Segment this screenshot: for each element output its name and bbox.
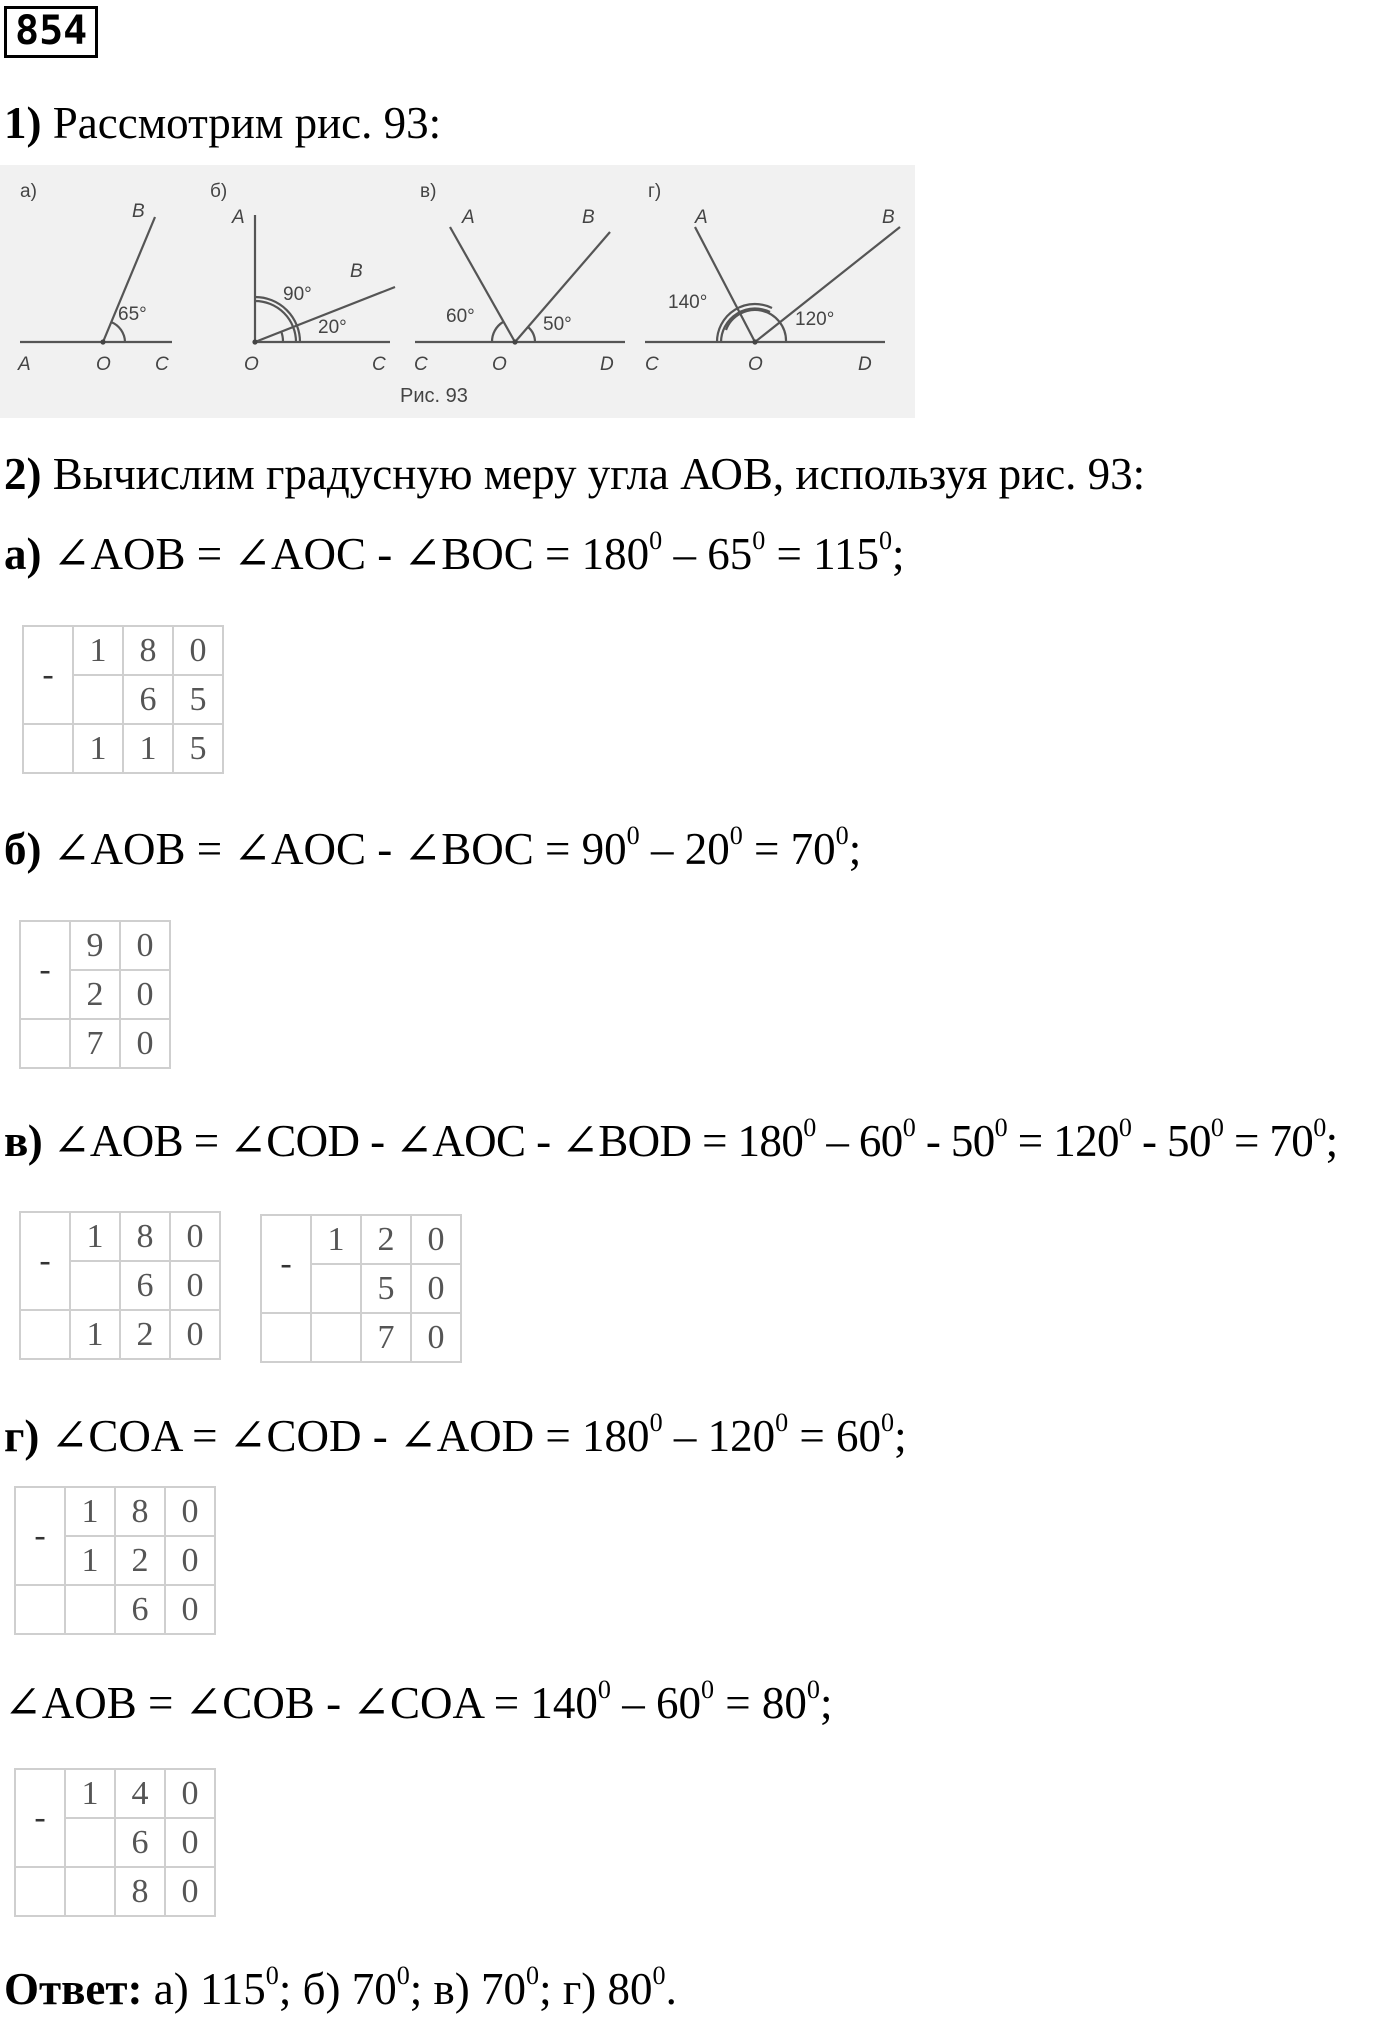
digit: 5: [173, 675, 223, 724]
fig-b-label-c: C: [372, 354, 386, 375]
fig-g-label-d: D: [858, 354, 872, 375]
equation-v-part-4: = 120: [1007, 1116, 1119, 1166]
degree-mark: 0: [652, 1961, 666, 1991]
step-1-line: [4, 96, 441, 150]
equation-g-2: [4, 1676, 832, 1737]
equation-g-part-1: ∠COA = ∠COD - ∠AOD = 180: [50, 1411, 650, 1461]
figure-tag-v: в): [420, 181, 437, 202]
digit: 1: [65, 1536, 115, 1585]
fig-b-label-a: A: [232, 207, 245, 228]
minus-sign: -: [20, 1212, 70, 1310]
digit: 0: [170, 1212, 220, 1261]
fig-v-angle-2: 50°: [543, 314, 572, 335]
equation-b-part-1: ∠AOB = ∠AOC - ∠BOC = 90: [52, 824, 627, 874]
degree-mark: 0: [775, 1408, 789, 1438]
digit: 0: [170, 1261, 220, 1310]
fig-b-angle-1: 90°: [283, 284, 312, 305]
fig-b-label-o: O: [244, 354, 259, 375]
digit: 7: [70, 1019, 120, 1068]
fig-a-angle: 65°: [118, 304, 147, 325]
column-calc-b: [19, 920, 171, 1069]
equation-g-end: ;: [894, 1411, 907, 1461]
degree-mark: 0: [752, 526, 766, 556]
digit: [65, 1867, 115, 1916]
degree-mark: 0: [902, 1113, 916, 1143]
digit: 1: [70, 1310, 120, 1359]
digit: 8: [123, 626, 173, 675]
fig-a-label-o: O: [96, 354, 111, 375]
degree-mark: 0: [1313, 1113, 1326, 1143]
equation-v-part-5: - 50: [1131, 1116, 1211, 1166]
fig-v-label-b: B: [582, 207, 595, 228]
minus-sign: -: [261, 1215, 311, 1313]
answer-part-2: ; б) 70: [278, 1964, 397, 2014]
degree-mark: 0: [700, 1675, 715, 1705]
digit: 7: [361, 1313, 411, 1362]
degree-mark: 0: [878, 526, 893, 556]
fig-v-label-c: C: [414, 354, 428, 375]
equation-g2-part-1: ∠AOB = ∠COB - ∠COA = 140: [4, 1678, 598, 1728]
equation-g2-end: ;: [819, 1678, 833, 1728]
minus-sign: -: [15, 1769, 65, 1867]
empty-cell: [20, 1019, 70, 1068]
digit: 4: [115, 1769, 165, 1818]
equation-v-end: ;: [1325, 1116, 1338, 1166]
answer-part-3: ; в) 70: [409, 1964, 527, 2014]
degree-mark: 0: [626, 821, 640, 851]
degree-mark: 0: [835, 821, 849, 851]
digit: 0: [165, 1487, 215, 1536]
digit: 2: [70, 970, 120, 1019]
equation-g: [4, 1409, 907, 1470]
digit: 5: [173, 724, 223, 773]
equation-b-tag: б): [4, 824, 42, 874]
digit: 1: [73, 724, 123, 773]
digit: 1: [70, 1212, 120, 1261]
digit: 0: [165, 1536, 215, 1585]
equation-b-end: ;: [848, 824, 862, 874]
figure-tag-g: г): [648, 181, 662, 202]
digit: 0: [120, 921, 170, 970]
empty-cell: [20, 1310, 70, 1359]
fig-g-angle-1: 140°: [668, 292, 708, 313]
digit: [65, 1585, 115, 1634]
degree-mark: 0: [729, 821, 743, 851]
minus-sign: -: [15, 1487, 65, 1585]
answer-part-4: ; г) 80: [539, 1964, 653, 2014]
digit: 0: [165, 1818, 215, 1867]
empty-cell: [15, 1867, 65, 1916]
digit: 0: [165, 1769, 215, 1818]
digit: 1: [123, 724, 173, 773]
fig-g-label-a: A: [695, 207, 708, 228]
digit: 6: [123, 675, 173, 724]
step-1-text: Рассмотрим рис. 93:: [52, 98, 442, 148]
figure-93: [0, 165, 915, 418]
fig-v-label-d: D: [600, 354, 614, 375]
degree-mark: 0: [597, 1675, 611, 1705]
fig-v-label-o: O: [492, 354, 507, 375]
digit: [70, 1261, 120, 1310]
step-2-text: Вычислим градусную меру угла АОВ, используя рис. 93:: [52, 449, 1146, 499]
digit: 8: [120, 1212, 170, 1261]
minus-sign: -: [20, 921, 70, 1019]
fig-a-label-c: C: [155, 354, 169, 375]
digit: 6: [120, 1261, 170, 1310]
task-number: 854: [4, 6, 98, 58]
degree-mark: 0: [1118, 1113, 1132, 1143]
column-calc-g-1: [14, 1486, 216, 1635]
fig-a-label-a: A: [18, 354, 31, 375]
degree-mark: 0: [994, 1113, 1008, 1143]
degree-mark: 0: [526, 1961, 540, 1991]
digit: 6: [115, 1818, 165, 1867]
figure-tag-b: б): [210, 181, 228, 202]
fig-g-label-o: O: [748, 354, 763, 375]
fig-g-label-b: B: [882, 207, 895, 228]
equation-g-tag: г): [4, 1411, 40, 1461]
equation-b: [4, 822, 861, 883]
equation-g2-part-3: = 80: [714, 1678, 807, 1728]
equation-a-end: ;: [892, 529, 905, 579]
fig-b-angle-2: 20°: [318, 317, 347, 338]
digit: 9: [70, 921, 120, 970]
digit: 8: [115, 1487, 165, 1536]
equation-a-part-1: ∠AOB = ∠AOC - ∠BOC = 180: [52, 529, 650, 579]
digit: 0: [120, 1019, 170, 1068]
column-calc-a: [22, 625, 224, 774]
equation-v-tag: в): [4, 1116, 43, 1166]
digit: [73, 675, 123, 724]
equation-a-part-2: – 65: [662, 529, 753, 579]
digit: [311, 1264, 361, 1313]
empty-cell: [261, 1313, 311, 1362]
digit: 0: [120, 970, 170, 1019]
digit: 0: [165, 1585, 215, 1634]
digit: 0: [411, 1264, 461, 1313]
equation-v-part-3: - 50: [915, 1116, 995, 1166]
fig-v-angle-1: 60°: [446, 306, 475, 327]
step-2-line: [4, 447, 1145, 501]
degree-mark: 0: [803, 1113, 816, 1143]
digit: 1: [65, 1487, 115, 1536]
degree-mark: 0: [649, 1408, 663, 1438]
equation-g2-part-2: – 60: [610, 1678, 701, 1728]
equation-b-part-2: – 20: [639, 824, 730, 874]
figure-caption: Рис. 93: [400, 385, 468, 407]
answer-label: Ответ:: [4, 1964, 143, 2014]
answer-part-1: а) 115: [142, 1964, 266, 2014]
digit: 8: [115, 1867, 165, 1916]
digit: 2: [120, 1310, 170, 1359]
degree-mark: 0: [649, 526, 663, 556]
equation-g-part-3: = 60: [788, 1411, 882, 1461]
equation-a-tag: а): [4, 529, 42, 579]
degree-mark: 0: [881, 1408, 895, 1438]
equation-v: [4, 1114, 1338, 1175]
column-calc-v-1: [19, 1211, 221, 1360]
digit: 5: [361, 1264, 411, 1313]
equation-v-part-2: – 60: [815, 1116, 903, 1166]
digit: 0: [170, 1310, 220, 1359]
digit: 6: [115, 1585, 165, 1634]
digit: 1: [73, 626, 123, 675]
empty-cell: [15, 1585, 65, 1634]
equation-v-part-6: = 70: [1223, 1116, 1314, 1166]
fig-g-label-c: C: [645, 354, 659, 375]
step-1-number: 1): [4, 98, 42, 148]
fig-v-label-a: A: [462, 207, 475, 228]
empty-cell: [23, 724, 73, 773]
minus-sign: -: [23, 626, 73, 724]
equation-g-part-2: – 120: [662, 1411, 776, 1461]
degree-mark: 0: [265, 1961, 279, 1991]
digit: [311, 1313, 361, 1362]
fig-b-label-b: B: [350, 261, 363, 282]
equation-v-part-1: ∠AOB = ∠COD - ∠AOC - ∠BOD = 180: [52, 1116, 804, 1166]
degree-mark: 0: [1210, 1113, 1224, 1143]
digit: 1: [311, 1215, 361, 1264]
digit: 2: [361, 1215, 411, 1264]
figure-tag-a: а): [20, 181, 37, 202]
fig-a-label-b: B: [132, 201, 145, 222]
step-2-number: 2): [4, 449, 42, 499]
degree-mark: 0: [806, 1675, 820, 1705]
digit: 0: [411, 1215, 461, 1264]
digit: 1: [65, 1769, 115, 1818]
column-calc-v-2: [260, 1214, 462, 1363]
column-calc-g-2: [14, 1768, 216, 1917]
equation-a: [4, 527, 905, 588]
digit: 2: [115, 1536, 165, 1585]
answer-end: .: [665, 1964, 677, 2014]
digit: [65, 1818, 115, 1867]
digit: 0: [173, 626, 223, 675]
digit: 0: [165, 1867, 215, 1916]
equation-b-part-3: = 70: [742, 824, 836, 874]
equation-a-part-3: = 115: [765, 529, 879, 579]
digit: 0: [411, 1313, 461, 1362]
degree-mark: 0: [396, 1961, 410, 1991]
fig-g-angle-2: 120°: [795, 309, 835, 330]
